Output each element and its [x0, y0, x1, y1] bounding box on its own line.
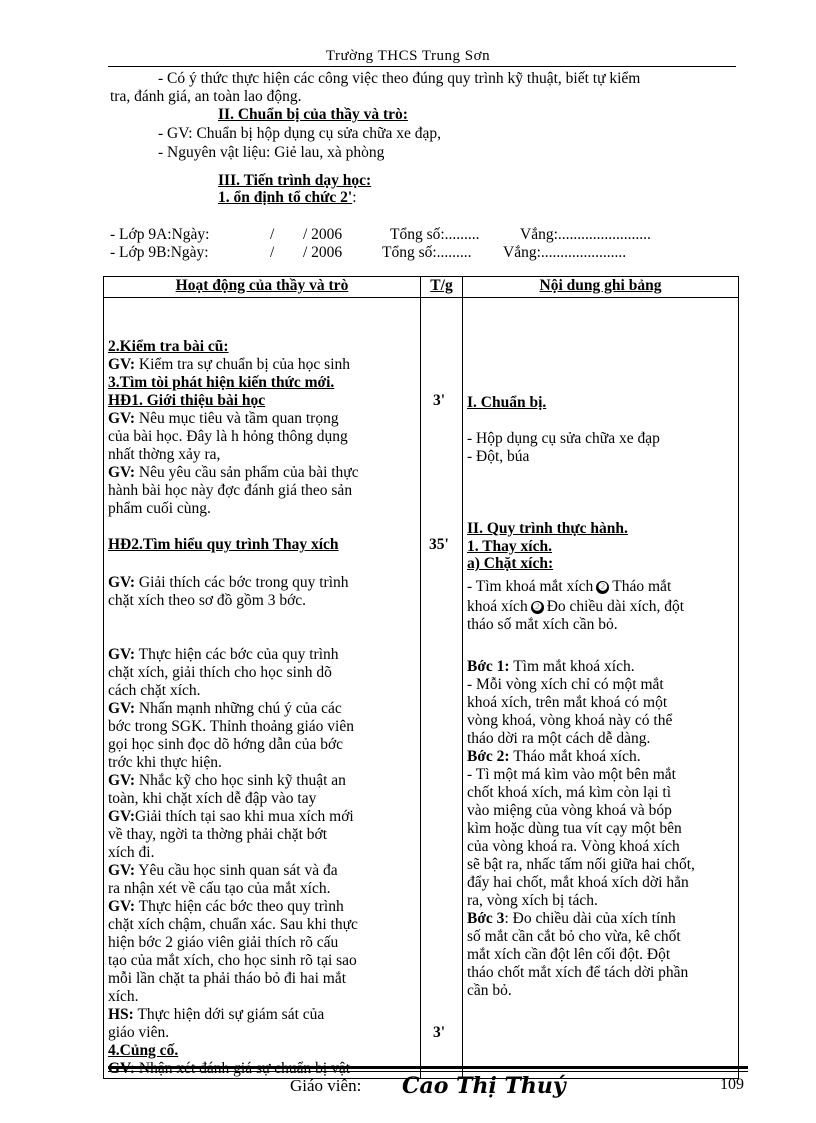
- intro-line-2: tra, đánh giá, an toàn lao động.: [110, 88, 302, 105]
- activity-text: Nhận xét đánh giá sự chuẩn bị vật: [135, 1060, 351, 1077]
- activity-text: Thực hiện các bớc theo quy trình: [135, 898, 344, 915]
- step-2-title: [467, 748, 641, 766]
- speaker-label: GV:: [108, 772, 135, 789]
- step-1-title: [467, 658, 635, 676]
- footer-rule-thick: [108, 1066, 748, 1069]
- prep-item-1: - GV: Chuẩn bị hộp dụng cụ sửa chữa xe đạp,: [158, 125, 441, 142]
- arrow-icon: ➋: [596, 581, 609, 594]
- class-absent: Vắng:........................: [520, 226, 651, 243]
- step-2-text: Tháo mắt khoá xích.: [509, 748, 641, 765]
- content-s1-item-2: - Đột, búa: [467, 448, 530, 465]
- content-s2-title: II. Quy trình thực hành.: [467, 520, 628, 537]
- section-2-title: II. Chuẩn bị của thầy và trò:: [218, 106, 408, 123]
- activity-text: toàn, khi chặt xích dễ đập vào tay: [108, 790, 317, 807]
- speaker-label: GV:: [108, 700, 135, 717]
- activity-text: Nhắc kỹ cho học sinh kỹ thuật an: [135, 772, 346, 789]
- class-date-sep: /: [270, 226, 275, 243]
- speaker-label: GV:: [108, 898, 135, 915]
- activity-text: Kiểm tra sự chuẩn bị của học sinh: [135, 356, 351, 373]
- content-s1-item-1: - Hộp dụng cụ sửa chữa xe đạp: [467, 430, 660, 447]
- step-detail-line: mắt xích cần đột lên cối đột. Đột: [467, 946, 671, 963]
- activity-text: Giải thích các bớc trong quy trình: [135, 574, 349, 591]
- activity-line: [108, 482, 352, 500]
- section-3-sub: [218, 189, 357, 207]
- section-3-sub-text: 1. ổn định tổ chức 2': [218, 189, 353, 206]
- activity-text: chặt xích theo sơ đồ gồm 3 bớc.: [108, 592, 307, 609]
- flow-line-2: [467, 598, 684, 616]
- intro-line-1: - Có ý thức thực hiện các công việc theo đúng quy trình kỹ thuật, biết tự kiểm: [158, 70, 641, 87]
- activity-line: [108, 700, 342, 718]
- activity-text: chặt xích, giải thích cho học sinh dõ: [108, 664, 332, 681]
- activity-line: [108, 808, 354, 826]
- content-s2-sub: 1. Thay xích.: [467, 538, 552, 555]
- speaker-label: GV:: [108, 574, 135, 591]
- activity-line: [108, 682, 201, 700]
- activity-line: [108, 592, 306, 610]
- class-date-year: / 2006: [303, 226, 343, 243]
- class-date-year: / 2006: [303, 244, 343, 261]
- step-detail-line: chốt khoá xích, má kìm còn lại tì: [467, 784, 672, 801]
- step-3-title: [467, 910, 676, 928]
- activities-cell: [104, 298, 421, 1079]
- activity-line: [108, 898, 344, 916]
- content-cell: [463, 298, 739, 1079]
- speaker-label: GV:: [108, 808, 135, 825]
- step-detail-line: của vòng khoá ra. Vòng khoá xích: [467, 838, 680, 855]
- flow-step-3: khoá xích: [467, 598, 528, 615]
- step-detail-line: số mắt cần cắt bỏ cho vừa, kê chốt: [467, 928, 681, 945]
- section-3-title: III. Tiến trình dạy học:: [218, 172, 372, 189]
- activity-text: nhất thờng xảy ra,: [108, 446, 221, 463]
- flow-step-2: Tháo mắt: [612, 578, 672, 595]
- activity-line: [108, 790, 316, 808]
- page-number: 109: [720, 1076, 744, 1093]
- table-header-row: [104, 277, 739, 298]
- activity-text: giáo viên.: [108, 1024, 170, 1041]
- activity-line: [108, 916, 358, 934]
- content-s2-sub2: a) Chặt xích:: [467, 555, 554, 572]
- time-cell: [421, 298, 463, 1079]
- speaker-label: HS:: [108, 1006, 134, 1023]
- teacher-signature: Cao Thị Thuý: [402, 1073, 566, 1099]
- activity-text: xích đi.: [108, 844, 155, 861]
- activity-text: hành bài học này đợc đánh giá theo sản: [108, 482, 353, 499]
- activity-line: [108, 754, 222, 772]
- step-3-text: : Đo chiều dài của xích tính: [504, 910, 676, 927]
- activity-text: ra nhận xét về cấu tạo của mắt xích.: [108, 880, 331, 897]
- arrow-icon: ➋: [531, 601, 544, 614]
- activity-line: [108, 844, 155, 862]
- activity-line: [108, 736, 343, 754]
- flow-line-1: [467, 578, 671, 596]
- activity-text: Nhấn mạnh những chú ý của các: [135, 700, 342, 717]
- activity-line: [108, 646, 339, 664]
- activity-line: [108, 500, 211, 518]
- activity-heading: 3.Tìm tòi phát hiện kiến thức mới.: [108, 374, 335, 391]
- content-s1-title: I. Chuẩn bị.: [467, 394, 547, 411]
- activity-text: Yêu cầu học sinh quan sát và đa: [135, 862, 338, 879]
- activity-text: tạo của mắt xích, cho học sinh rõ tại sao: [108, 952, 357, 969]
- header-content: Nội dung ghi bảng: [463, 277, 739, 298]
- activity-line: [108, 1024, 169, 1042]
- activity-line: [108, 410, 339, 428]
- activity-text: Nêu yêu cầu sản phẩm của bài thực: [135, 464, 359, 481]
- speaker-label: GV:: [108, 410, 135, 427]
- class-absent: Vắng:......................: [503, 244, 627, 261]
- activity-line: [108, 356, 350, 374]
- activity-text: gọi học sinh đọc dõ hớng dẫn của bớc: [108, 736, 344, 753]
- activity-text: cách chặt xích.: [108, 682, 201, 699]
- activity-text: chặt xích chậm, chuẩn xác. Sau khi thực: [108, 916, 358, 933]
- time-consolidation: 3': [433, 1024, 446, 1041]
- step-detail-line: vòng khoá, vòng khoá này có thể: [467, 712, 673, 729]
- step-detail-line: - Tì một má kìm vào một bên mắt: [467, 766, 676, 783]
- speaker-label: GV:: [108, 862, 135, 879]
- step-detail-line: - Mỗi vòng xích chỉ có một mắt: [467, 676, 664, 693]
- activity-text: bớc trong SGK. Thỉnh thoảng giáo viên: [108, 718, 354, 735]
- activity-line: [108, 826, 327, 844]
- speaker-label: GV:: [108, 464, 135, 481]
- class-total: Tổng số:.........: [382, 244, 472, 261]
- activity-text: hiện bớc 2 giáo viên giải thích rõ cấu: [108, 934, 339, 951]
- activity-text: của bài học. Đây là h hỏng thông dụng: [108, 428, 348, 445]
- activity-line: [108, 970, 346, 988]
- step-detail-line: kìm hoặc dùng tua vít cạy một bên: [467, 820, 682, 837]
- step-detail-line: tháo chốt mắt xích để tách dời phần: [467, 964, 689, 981]
- prep-item-2: - Nguyên vật liệu: Giẻ lau, xà phòng: [158, 144, 385, 161]
- activity-line: [108, 772, 346, 790]
- speaker-label: GV:: [108, 356, 135, 373]
- class-label: - Lớp 9B:Ngày:: [110, 244, 209, 261]
- footer-teacher-label: Giáo viên:: [290, 1076, 362, 1095]
- activity-text: Giải thích tại sao khi mua xích mới: [135, 808, 354, 825]
- activity-line: [108, 574, 349, 592]
- table-body-row: [104, 298, 739, 1079]
- step-1-text: Tìm mắt khoá xích.: [509, 658, 635, 675]
- activity-text: Thực hiện các bớc của quy trình: [135, 646, 339, 663]
- step-detail-line: tháo dời ra một cách dễ dàng.: [467, 730, 651, 747]
- activity-text: phẩm cuối cùng.: [108, 500, 211, 517]
- step-detail-line: cần bỏ.: [467, 982, 512, 999]
- page-header: Trường THCS Trung Sơn: [325, 48, 491, 64]
- step-detail-line: đẩy hai chốt, mắt khoá xích dời hẳn: [467, 874, 689, 891]
- activity-text: xích.: [108, 988, 139, 1005]
- section-3-sub-colon: :: [352, 189, 357, 206]
- activity-line: [108, 1006, 324, 1024]
- header-time: T/g: [421, 277, 463, 298]
- activity-line: [108, 664, 332, 682]
- activity-line: [108, 880, 331, 898]
- class-label: - Lớp 9A:Ngày:: [110, 226, 210, 243]
- flow-step-4: Đo chiều dài xích, đột: [546, 598, 685, 615]
- step-2-label: Bớc 2:: [467, 748, 510, 765]
- activity-line: [108, 428, 348, 446]
- step-detail-line: ra, vòng xích bị tách.: [467, 892, 598, 909]
- activity-text: về thay, ngời ta thờng phải chặt bớt: [108, 826, 328, 843]
- time-hd1: 3': [433, 392, 446, 409]
- step-1-label: Bớc 1:: [467, 658, 510, 675]
- activity-line: [108, 862, 338, 880]
- step-detail-line: khoá xích, trên mắt khoá có một: [467, 694, 668, 711]
- activity-text: mỗi lần chặt ta phải tháo bỏ đi hai mắt: [108, 970, 347, 987]
- activity-line: [108, 464, 359, 482]
- footer-rule-thin: [108, 1071, 748, 1072]
- activity-text: Thực hiện dới sự giám sát của: [133, 1006, 325, 1023]
- activity-line: [108, 934, 338, 952]
- class-date-sep: /: [270, 244, 275, 261]
- activity-heading: HĐ1. Giới thiệu bài học: [108, 392, 266, 409]
- activity-line: [108, 718, 354, 736]
- step-detail-line: sẽ bật ra, nhấc tấm nối giữa hai chốt,: [467, 856, 695, 873]
- lesson-table: [103, 276, 739, 1079]
- activity-line: [108, 446, 220, 464]
- speaker-label: GV:: [108, 1060, 135, 1077]
- class-total: Tổng số:.........: [390, 226, 480, 243]
- activity-text: trớc khi thực hiện.: [108, 754, 222, 771]
- activity-heading: 2.Kiểm tra bài cũ:: [108, 338, 229, 355]
- activity-line: [108, 952, 357, 970]
- activity-line: [108, 988, 139, 1006]
- flow-line-3: tháo số mắt xích cần bỏ.: [467, 616, 618, 633]
- step-3-label: Bớc 3: [467, 910, 505, 927]
- time-hd2: 35': [429, 536, 449, 553]
- activity-heading: HĐ2.Tìm hiểu quy trình Thay xích: [108, 536, 339, 553]
- activity-text: Nêu mục tiêu và tầm quan trọng: [135, 410, 339, 427]
- step-detail-line: vào miệng của vòng khoá và bóp: [467, 802, 672, 819]
- activity-heading: 4.Củng cố.: [108, 1042, 179, 1059]
- flow-step-1: - Tìm khoá mắt xích: [467, 578, 594, 595]
- speaker-label: GV:: [108, 646, 135, 663]
- header-activities: Hoạt động của thầy và trò: [104, 277, 421, 298]
- header-rule: [108, 66, 736, 67]
